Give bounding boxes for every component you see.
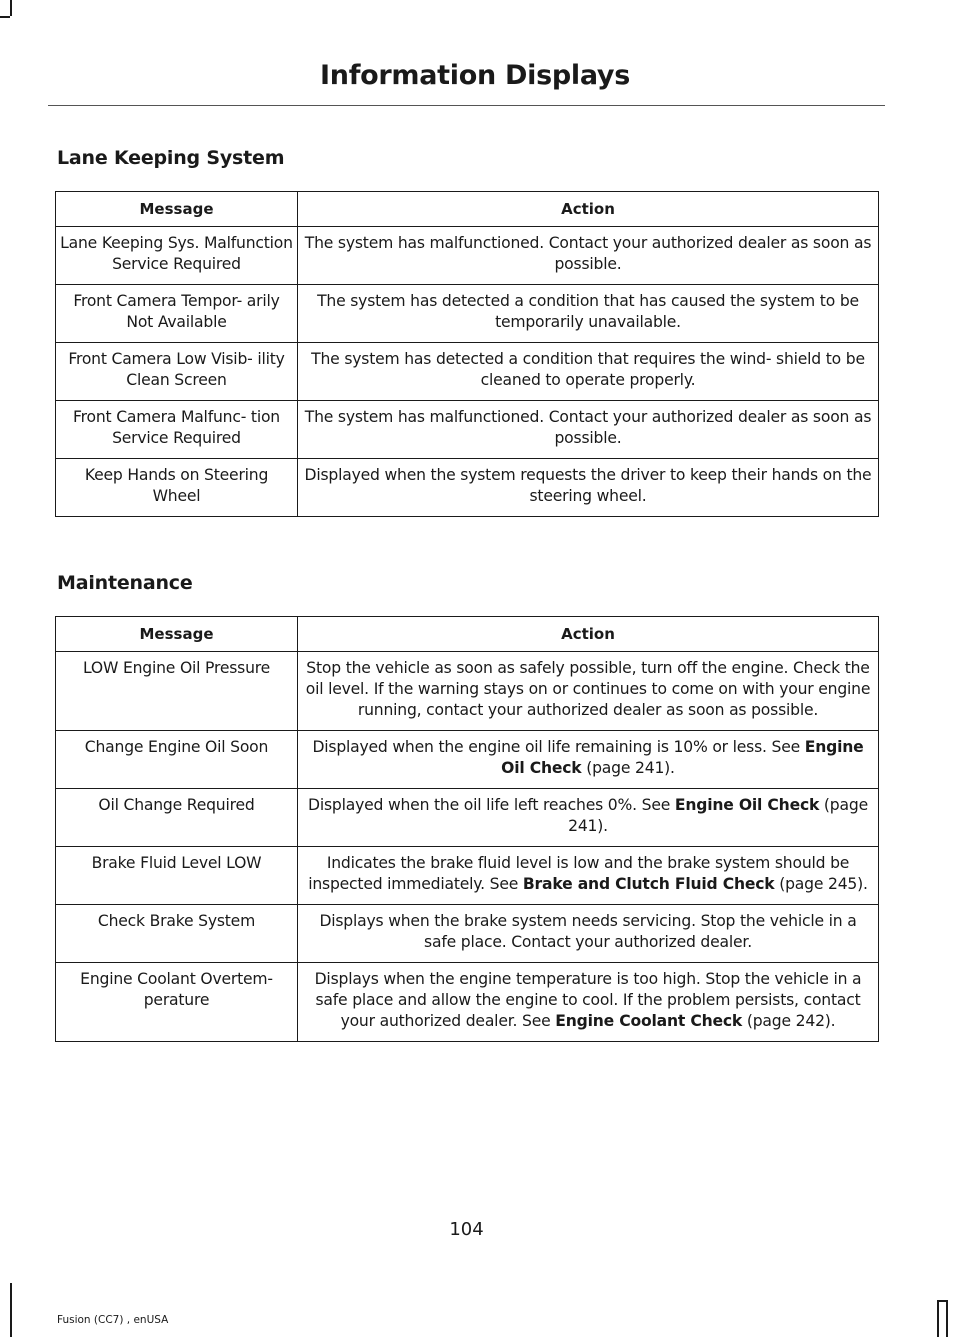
action-cell	[298, 459, 879, 517]
maintenance-table	[55, 616, 879, 1042]
table-row	[56, 963, 879, 1042]
table-row	[56, 459, 879, 517]
message-cell: Front Camera Low Visib- ility Clean Screen	[56, 343, 298, 401]
message-cell: Oil Change Required	[56, 789, 298, 847]
message-cell: Brake Fluid Level LOW	[56, 847, 298, 905]
action-text: The system has malfunctioned. Contact your authorized dealer as soon as possible.	[304, 408, 872, 447]
action-text: Displayed when the system requests the driver to keep their hands on the steering wheel.	[304, 466, 872, 505]
crop-mark	[10, 0, 12, 16]
message-cell: Engine Coolant Overtem- perature	[56, 963, 298, 1042]
crop-mark	[946, 1300, 948, 1337]
message-cell: Keep Hands on Steering Wheel	[56, 459, 298, 517]
lane-keeping-table	[55, 191, 879, 517]
action-text: Displayed when the engine oil life remaining is 10% or less. See	[312, 738, 805, 756]
table-header-row	[56, 192, 879, 227]
table-row	[56, 343, 879, 401]
crop-mark	[937, 1300, 939, 1337]
action-cell	[298, 401, 879, 459]
table-row	[56, 652, 879, 731]
action-text: (page 245).	[774, 875, 868, 893]
action-cell	[298, 789, 879, 847]
crop-mark	[10, 1283, 12, 1337]
action-text: Displays when the engine temperature is too high. Stop the vehicle in a safe place and allow the engine to cool. If the problem persists, contact your authorized dealer. See	[314, 970, 862, 1030]
action-text: Displayed when the oil life left reaches 0%. See	[308, 796, 675, 814]
action-text: (page 241).	[568, 796, 868, 835]
cross-reference: Engine Coolant Check	[555, 1012, 743, 1030]
table-row	[56, 285, 879, 343]
action-cell	[298, 285, 879, 343]
action-cell	[298, 963, 879, 1042]
cross-reference: Engine Oil Check	[501, 738, 864, 777]
header-divider	[48, 105, 885, 106]
action-text: Indicates the brake fluid level is low and the brake system should be inspected immediately. See	[308, 854, 850, 893]
action-text: Stop the vehicle as soon as safely possible, turn off the engine. Check the oil level. If the warning stays on or continues to come on with your engine running, contact your authorized dealer as soon as possible.	[305, 659, 871, 719]
table-header-row	[56, 617, 879, 652]
cross-reference: Brake and Clutch Fluid Check	[522, 875, 775, 893]
action-text: The system has detected a condition that has caused the system to be temporarily unavailable.	[317, 292, 859, 331]
section-title-maintenance: Maintenance	[57, 572, 193, 594]
column-header-action: Action	[298, 192, 879, 227]
cross-reference: Engine Oil Check	[674, 796, 820, 814]
message-cell: LOW Engine Oil Pressure	[56, 652, 298, 731]
message-cell: Front Camera Tempor- arily Not Available	[56, 285, 298, 343]
page-title: Information Displays	[320, 60, 630, 91]
action-cell	[298, 905, 879, 963]
message-cell: Front Camera Malfunc- tion Service Required	[56, 401, 298, 459]
page-number: 104	[449, 1219, 484, 1240]
action-cell	[298, 227, 879, 285]
message-cell: Change Engine Oil Soon	[56, 731, 298, 789]
table-row	[56, 227, 879, 285]
action-text: The system has malfunctioned. Contact your authorized dealer as soon as possible.	[304, 234, 872, 273]
action-text: (page 241).	[581, 759, 675, 777]
document-info: Fusion (CC7) , enUSA	[57, 1314, 169, 1326]
column-header-message: Message	[56, 617, 298, 652]
section-title-lane-keeping: Lane Keeping System	[57, 147, 285, 169]
table-row	[56, 401, 879, 459]
column-header-action: Action	[298, 617, 879, 652]
table-row	[56, 789, 879, 847]
message-cell: Check Brake System	[56, 905, 298, 963]
action-text: The system has detected a condition that requires the wind- shield to be cleaned to operate properly.	[311, 350, 865, 389]
table-row	[56, 905, 879, 963]
action-cell	[298, 731, 879, 789]
action-text: Displays when the brake system needs servicing. Stop the vehicle in a safe place. Contact your authorized dealer.	[319, 912, 857, 951]
table-row	[56, 731, 879, 789]
action-cell	[298, 652, 879, 731]
message-cell: Lane Keeping Sys. Malfunction Service Required	[56, 227, 298, 285]
action-text: (page 242).	[742, 1012, 836, 1030]
crop-mark	[937, 1300, 947, 1302]
table-row	[56, 847, 879, 905]
crop-mark	[0, 16, 10, 18]
column-header-message: Message	[56, 192, 298, 227]
action-cell	[298, 847, 879, 905]
action-cell	[298, 343, 879, 401]
